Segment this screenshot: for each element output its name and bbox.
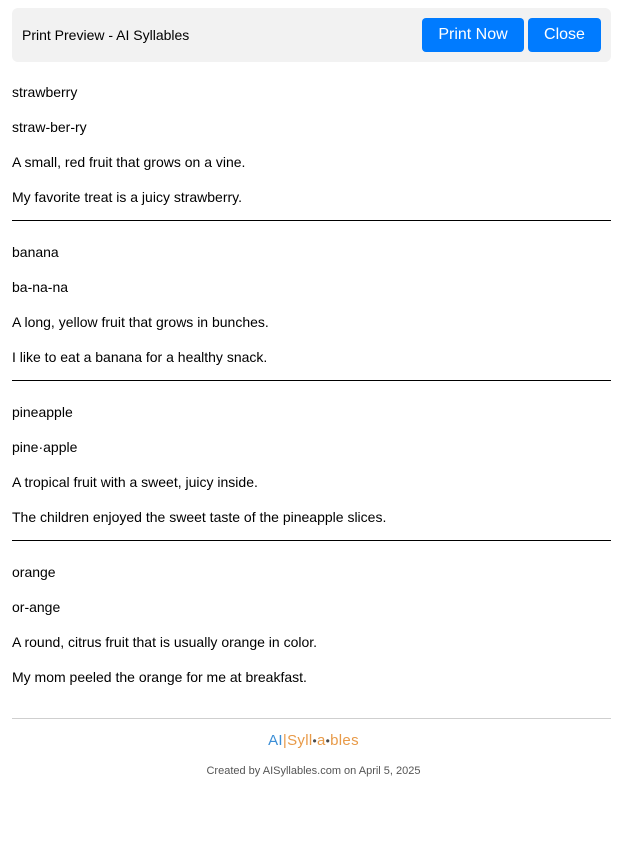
close-button[interactable]: Close [528, 18, 601, 52]
entry-example: I like to eat a banana for a healthy snack. [12, 349, 268, 365]
entry-syllables: straw-ber-ry [12, 119, 87, 135]
entry-word: orange [12, 564, 56, 580]
entry-syllables: pine·apple [12, 439, 78, 455]
footer-credit: Created by AISyllables.com on April 5, 2025 [206, 765, 421, 777]
logo-a-text: a [316, 732, 326, 749]
word-entry [12, 558, 611, 698]
entry-definition: A round, citrus fruit that is usually orange in color. [12, 634, 318, 650]
print-preview-toolbar [12, 8, 611, 62]
entry-word: pineapple [12, 404, 73, 420]
logo-bles-text: bles [330, 732, 359, 749]
logo-ai-text: AI [268, 732, 283, 749]
word-entry [12, 238, 611, 378]
entry-example: My mom peeled the orange for me at breakfast. [12, 669, 307, 685]
word-entry [12, 398, 611, 538]
toolbar-title: Print Preview - AI Syllables [22, 27, 190, 43]
entry-definition: A long, yellow fruit that grows in bunches. [12, 314, 269, 330]
entry-word: strawberry [12, 84, 78, 100]
entry-syllables: ba-na-na [12, 279, 69, 295]
entry-definition: A small, red fruit that grows on a vine. [12, 154, 246, 170]
print-now-button[interactable]: Print Now [422, 18, 524, 52]
entry-divider [12, 220, 611, 221]
entry-example: My favorite treat is a juicy strawberry. [12, 189, 243, 205]
logo-dot-icon: • [325, 734, 331, 748]
aisyllables-logo [0, 732, 627, 749]
entry-example: The children enjoyed the sweet taste of the pineapple slices. [12, 509, 387, 525]
entry-syllables: or-ange [12, 599, 61, 615]
word-entry [12, 78, 611, 218]
logo-dot-icon: • [312, 734, 317, 748]
entry-word: banana [12, 244, 59, 260]
entry-divider [12, 380, 611, 381]
footer-divider [12, 718, 611, 719]
entry-divider [12, 540, 611, 541]
logo-syll-text: Syll [287, 732, 313, 749]
entry-definition: A tropical fruit with a sweet, juicy inside. [12, 474, 258, 490]
logo-separator: | [282, 732, 288, 749]
word-list [12, 78, 611, 698]
